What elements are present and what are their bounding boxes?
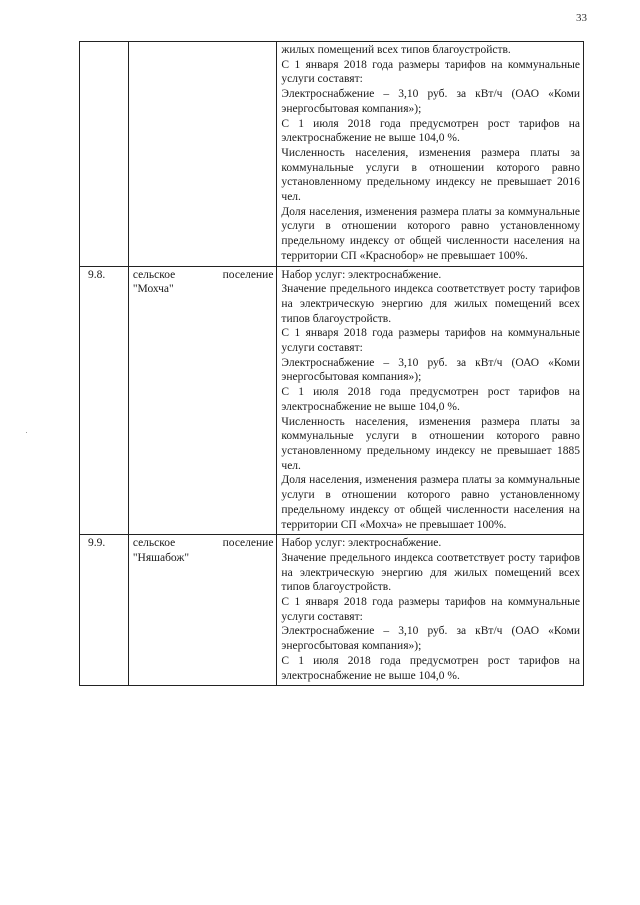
row-number: 9.9. — [80, 535, 129, 686]
description-paragraph: Набор услуг: электроснабжение. — [281, 537, 442, 550]
settlement-type-word: сельское — [132, 537, 176, 550]
description-paragraph: С 1 июля 2018 года предусмотрен рост тарифов на электроснабжение не выше 104,0 %. — [281, 654, 580, 682]
description-paragraph: Электроснабжение – 3,10 руб. за кВт/ч (ОАО «Коми энергосбытовая компания»); — [281, 625, 580, 653]
table-row — [80, 266, 584, 535]
description-paragraph: Численность населения, изменения размера платы за коммунальные услуги в отношении которого равно установленному предельному индексу не превышает 2016 чел. — [281, 146, 580, 204]
description-paragraph: Набор услуг: электроснабжение. — [281, 268, 442, 281]
settlement-type-word: поселение — [222, 537, 274, 550]
settlement-name: "Няшабож" — [132, 551, 190, 564]
scan-speck — [26, 432, 27, 433]
table-row — [80, 42, 584, 267]
description-paragraph: жилых помещений всех типов благоустройств. — [281, 44, 511, 56]
table-row — [80, 535, 584, 686]
row-number — [80, 42, 129, 267]
settlement-name: "Мохча" — [132, 283, 174, 296]
settlement-name-cell — [128, 266, 277, 535]
table-body — [80, 42, 584, 686]
description-paragraph: Доля населения, изменения размера платы за коммунальные услуги в отношении которого равно установленному предельному индексу от общей численности населения на территории СП «Мохча» не превышает 100%. — [281, 474, 580, 531]
description-paragraph: Значение предельного индекса соответствует росту тарифов на электрическую энергию для жилых помещений всех типов благоустройств. — [281, 551, 580, 594]
description-paragraph: С 1 июля 2018 года предусмотрен рост тарифов на электроснабжение не выше 104,0 %. — [281, 386, 580, 413]
description-paragraph: Значение предельного индекса соответствует росту тарифов на электрическую энергию для жилых помещений всех типов благоустройств. — [281, 283, 580, 325]
tariff-description-cell — [277, 266, 584, 535]
settlement-type-word: поселение — [222, 268, 274, 281]
settlement-type-word: сельское — [132, 268, 176, 281]
description-paragraph: Электроснабжение – 3,10 руб. за кВт/ч (ОАО «Коми энергосбытовая компания»); — [281, 356, 580, 384]
settlement-type — [133, 268, 274, 283]
description-paragraph: Численность населения, изменения размера платы за коммунальные услуги в отношении которого равно установленному предельному индексу не превышает 1885 чел. — [281, 415, 580, 472]
tariff-table — [79, 41, 584, 686]
page-number: 33 — [576, 12, 587, 24]
description-paragraph: С 1 января 2018 года размеры тарифов на коммунальные услуги составят: — [281, 327, 580, 355]
description-paragraph: Электроснабжение – 3,10 руб. за кВт/ч (ОАО «Коми энергосбытовая компания»); — [281, 88, 580, 115]
description-paragraph: С 1 января 2018 года размеры тарифов на коммунальные услуги составят: — [281, 596, 580, 623]
description-paragraph: С 1 июля 2018 года предусмотрен рост тарифов на электроснабжение не выше 104,0 %. — [281, 117, 580, 145]
settlement-name-cell — [128, 42, 277, 267]
tariff-description-cell — [277, 535, 584, 686]
description-paragraph: Доля населения, изменения размера платы за коммунальные услуги в отношении которого равно установленному предельному индексу от общей численности населения на территории СП «Краснобор» не превышает 100%. — [281, 205, 580, 262]
description-paragraph: С 1 января 2018 года размеры тарифов на коммунальные услуги составят: — [281, 58, 580, 86]
row-number: 9.8. — [80, 266, 129, 535]
settlement-name-cell — [128, 535, 277, 686]
tariff-description-cell — [277, 42, 584, 267]
settlement-type — [133, 536, 274, 551]
